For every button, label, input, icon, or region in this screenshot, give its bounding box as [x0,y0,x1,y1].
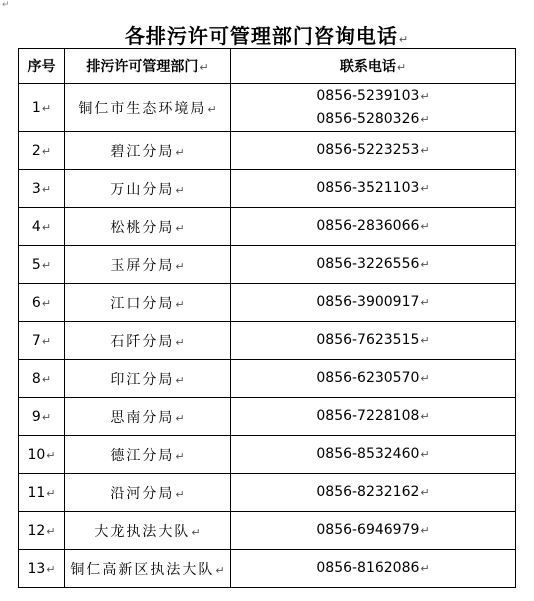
table-body [19,84,516,588]
phone-number: 0856-3226556↵ [316,256,430,272]
row-number: 9↵ [19,398,65,436]
phone-number: 0856-3900917↵ [316,294,430,310]
phone-number: 0856-2836066↵ [316,218,430,234]
header-phone: 联系电话↵ [231,49,516,84]
phone-number: 0856-8232162↵ [316,484,430,500]
corner-mark: ↵ [2,0,10,10]
department-name: 德江分局↵ [65,436,231,474]
title-text: 各排污许可管理部门咨询电话 [124,24,398,48]
table-row [19,132,516,170]
row-number: 4↵ [19,208,65,246]
row-number: 13↵ [19,550,65,588]
contacts-table [18,48,516,588]
table-header-row [19,49,516,84]
phone-number: 0856-7623515↵ [316,332,430,348]
phone-cell [231,132,516,170]
phone-cell [231,436,516,474]
phone-cell [231,246,516,284]
phone-cell [231,398,516,436]
department-name: 玉屏分局↵ [65,246,231,284]
row-number: 2↵ [19,132,65,170]
phone-number: 0856-5280326↵ [316,110,430,127]
department-name: 石阡分局↵ [65,322,231,360]
table-row [19,360,516,398]
phone-number: 0856-5239103↵ [316,87,430,104]
row-number: 1↵ [19,84,65,132]
department-name: 碧江分局↵ [65,132,231,170]
table-row [19,436,516,474]
table-row [19,550,516,588]
department-name: 思南分局↵ [65,398,231,436]
table-row [19,170,516,208]
department-name: 铜仁市生态环境局↵ [65,84,231,132]
row-number: 11↵ [19,474,65,512]
row-number: 7↵ [19,322,65,360]
header-dept: 排污许可管理部门↵ [65,49,231,84]
document-title [0,20,534,49]
table-row [19,322,516,360]
phone-cell [231,512,516,550]
phone-cell [231,84,516,132]
table-row [19,246,516,284]
department-name: 沿河分局↵ [65,474,231,512]
department-name: 万山分局↵ [65,170,231,208]
phone-cell [231,322,516,360]
department-name: 铜仁高新区执法大队↵ [65,550,231,588]
row-number: 8↵ [19,360,65,398]
phone-number: 0856-6230570↵ [316,370,430,386]
phone-number: 0856-8162086↵ [316,560,430,576]
phone-cell [231,170,516,208]
row-number: 12↵ [19,512,65,550]
row-number: 6↵ [19,284,65,322]
table-row [19,398,516,436]
phone-cell [231,208,516,246]
row-number: 5↵ [19,246,65,284]
phone-cell [231,360,516,398]
paragraph-mark: ↵ [398,33,410,46]
phone-number: 0856-8532460↵ [316,446,430,462]
table-row [19,84,516,132]
table-row [19,474,516,512]
department-name: 印江分局↵ [65,360,231,398]
row-number: 3↵ [19,170,65,208]
phone-number: 0856-6946979↵ [316,522,430,538]
table-row [19,512,516,550]
department-name: 大龙执法大队↵ [65,512,231,550]
phone-cell [231,474,516,512]
phone-number: 0856-5223253↵ [316,142,430,158]
row-number: 10↵ [19,436,65,474]
phone-cell [231,550,516,588]
header-no: 序号 [19,49,65,84]
department-name: 松桃分局↵ [65,208,231,246]
phone-cell [231,284,516,322]
table-row [19,284,516,322]
table-row [19,208,516,246]
phone-number: 0856-3521103↵ [316,180,430,196]
phone-number: 0856-7228108↵ [316,408,430,424]
department-name: 江口分局↵ [65,284,231,322]
